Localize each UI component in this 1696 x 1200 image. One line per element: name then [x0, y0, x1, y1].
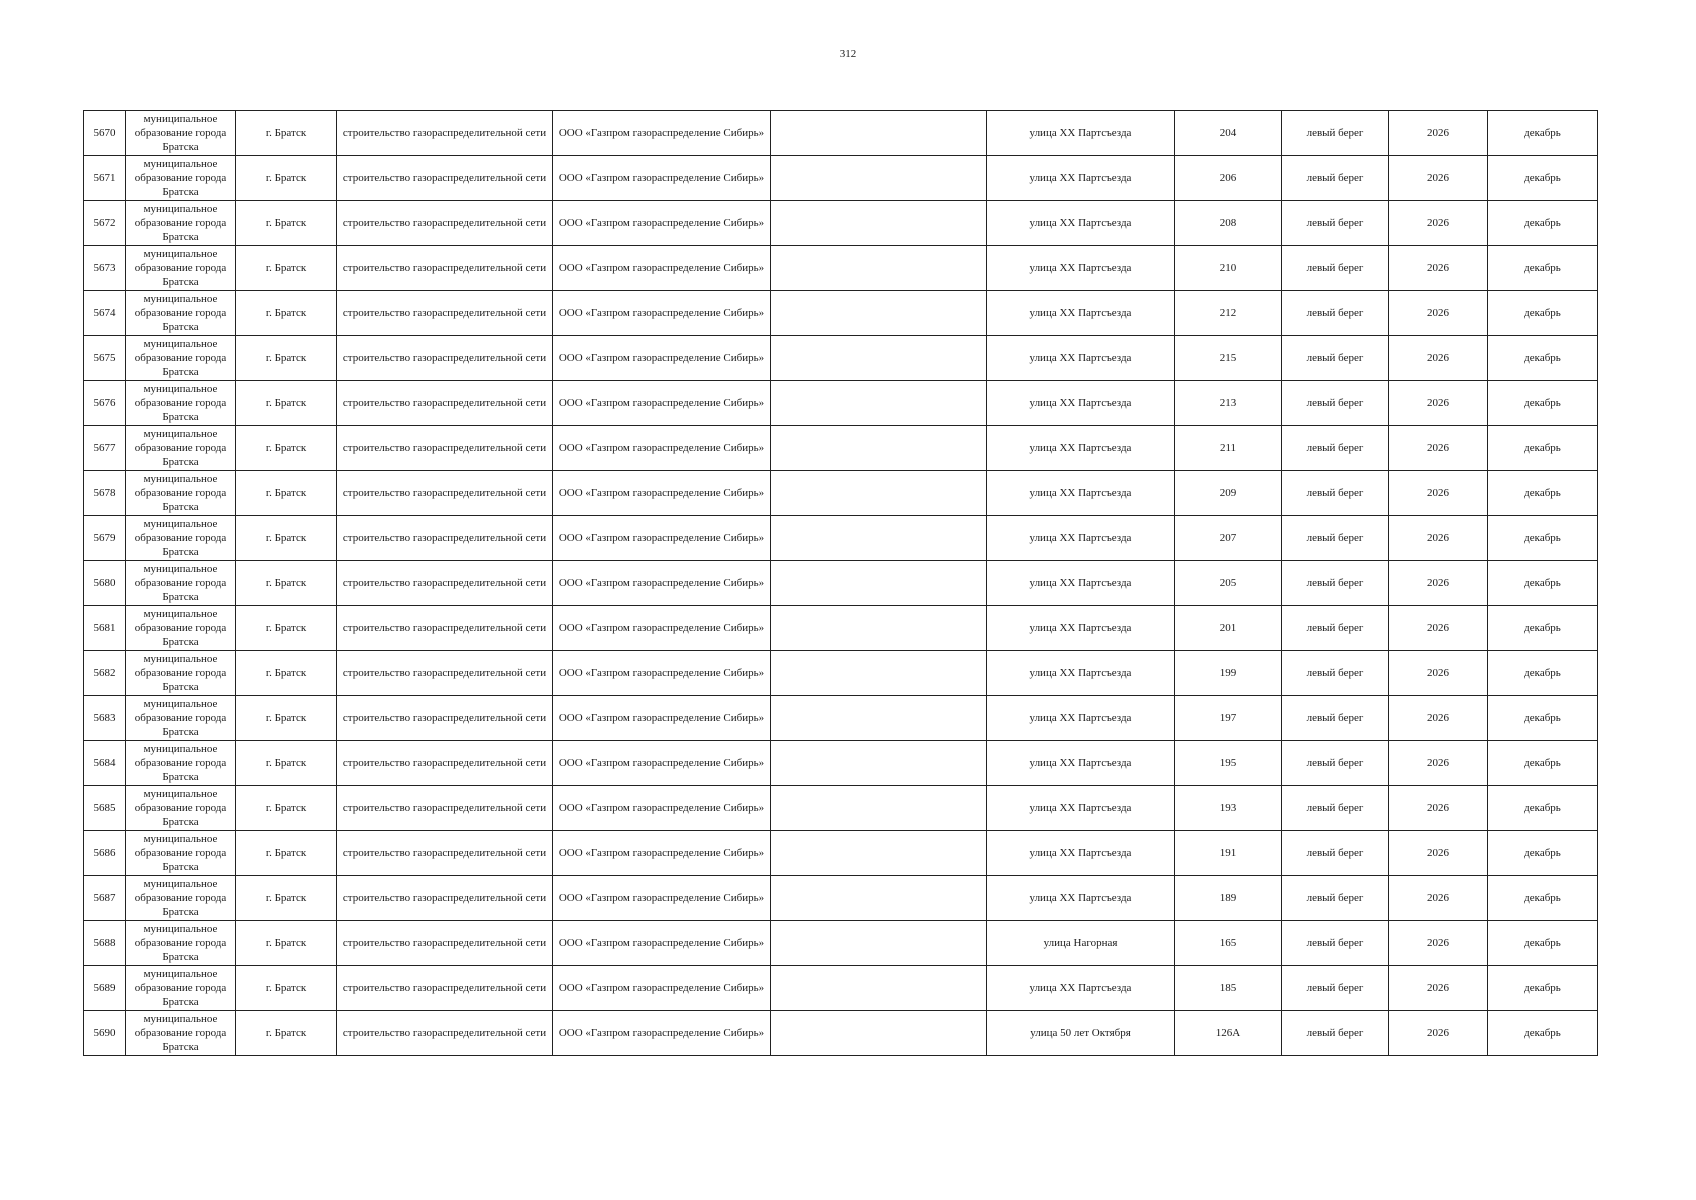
organization-cell: ООО «Газпром газораспределение Сибирь»	[553, 426, 771, 471]
municipality-cell: муниципальное образование города Братска	[126, 426, 236, 471]
year-cell: 2026	[1389, 651, 1488, 696]
street-cell: улица ХХ Партсъезда	[987, 471, 1175, 516]
organization-cell: ООО «Газпром газораспределение Сибирь»	[553, 246, 771, 291]
month-cell: декабрь	[1488, 426, 1598, 471]
house-number-cell: 195	[1175, 741, 1282, 786]
work-type-cell: строительство газораспределительной сети	[337, 291, 553, 336]
empty-cell	[771, 606, 987, 651]
work-type-cell: строительство газораспределительной сети	[337, 516, 553, 561]
empty-cell	[771, 426, 987, 471]
house-number-cell: 205	[1175, 561, 1282, 606]
city-cell: г. Братск	[236, 111, 337, 156]
street-cell: улица ХХ Партсъезда	[987, 516, 1175, 561]
bank-cell: левый берег	[1282, 516, 1389, 561]
city-cell: г. Братск	[236, 426, 337, 471]
organization-cell: ООО «Газпром газораспределение Сибирь»	[553, 786, 771, 831]
year-cell: 2026	[1389, 426, 1488, 471]
year-cell: 2026	[1389, 111, 1488, 156]
row-number-cell: 5682	[84, 651, 126, 696]
municipality-cell: муниципальное образование города Братска	[126, 786, 236, 831]
work-type-cell: строительство газораспределительной сети	[337, 246, 553, 291]
year-cell: 2026	[1389, 561, 1488, 606]
house-number-cell: 207	[1175, 516, 1282, 561]
year-cell: 2026	[1389, 291, 1488, 336]
year-cell: 2026	[1389, 246, 1488, 291]
street-cell: улица 50 лет Октября	[987, 1011, 1175, 1056]
row-number-cell: 5675	[84, 336, 126, 381]
row-number-cell: 5684	[84, 741, 126, 786]
year-cell: 2026	[1389, 786, 1488, 831]
bank-cell: левый берег	[1282, 381, 1389, 426]
work-type-cell: строительство газораспределительной сети	[337, 786, 553, 831]
street-cell: улица ХХ Партсъезда	[987, 111, 1175, 156]
street-cell: улица ХХ Партсъезда	[987, 561, 1175, 606]
empty-cell	[771, 651, 987, 696]
table-row	[84, 336, 1598, 381]
work-type-cell: строительство газораспределительной сети	[337, 741, 553, 786]
row-number-cell: 5674	[84, 291, 126, 336]
month-cell: декабрь	[1488, 516, 1598, 561]
house-number-cell: 165	[1175, 921, 1282, 966]
municipality-cell: муниципальное образование города Братска	[126, 1011, 236, 1056]
house-number-cell: 212	[1175, 291, 1282, 336]
bank-cell: левый берег	[1282, 426, 1389, 471]
bank-cell: левый берег	[1282, 696, 1389, 741]
work-type-cell: строительство газораспределительной сети	[337, 111, 553, 156]
city-cell: г. Братск	[236, 291, 337, 336]
street-cell: улица ХХ Партсъезда	[987, 876, 1175, 921]
table-row	[84, 381, 1598, 426]
work-type-cell: строительство газораспределительной сети	[337, 426, 553, 471]
work-type-cell: строительство газораспределительной сети	[337, 651, 553, 696]
municipality-cell: муниципальное образование города Братска	[126, 561, 236, 606]
month-cell: декабрь	[1488, 156, 1598, 201]
house-number-cell: 185	[1175, 966, 1282, 1011]
city-cell: г. Братск	[236, 561, 337, 606]
table-row	[84, 291, 1598, 336]
house-number-cell: 208	[1175, 201, 1282, 246]
month-cell: декабрь	[1488, 291, 1598, 336]
bank-cell: левый берег	[1282, 921, 1389, 966]
bank-cell: левый берег	[1282, 876, 1389, 921]
row-number-cell: 5688	[84, 921, 126, 966]
work-type-cell: строительство газораспределительной сети	[337, 336, 553, 381]
organization-cell: ООО «Газпром газораспределение Сибирь»	[553, 606, 771, 651]
work-type-cell: строительство газораспределительной сети	[337, 606, 553, 651]
house-number-cell: 209	[1175, 471, 1282, 516]
house-number-cell: 126А	[1175, 1011, 1282, 1056]
city-cell: г. Братск	[236, 516, 337, 561]
month-cell: декабрь	[1488, 831, 1598, 876]
year-cell: 2026	[1389, 921, 1488, 966]
month-cell: декабрь	[1488, 606, 1598, 651]
city-cell: г. Братск	[236, 471, 337, 516]
month-cell: декабрь	[1488, 1011, 1598, 1056]
empty-cell	[771, 966, 987, 1011]
table-row	[84, 651, 1598, 696]
street-cell: улица ХХ Партсъезда	[987, 606, 1175, 651]
house-number-cell: 199	[1175, 651, 1282, 696]
street-cell: улица ХХ Партсъезда	[987, 291, 1175, 336]
empty-cell	[771, 696, 987, 741]
year-cell: 2026	[1389, 966, 1488, 1011]
table-row	[84, 831, 1598, 876]
table-row	[84, 921, 1598, 966]
organization-cell: ООО «Газпром газораспределение Сибирь»	[553, 966, 771, 1011]
city-cell: г. Братск	[236, 786, 337, 831]
city-cell: г. Братск	[236, 651, 337, 696]
row-number-cell: 5689	[84, 966, 126, 1011]
bank-cell: левый берег	[1282, 471, 1389, 516]
municipality-cell: муниципальное образование города Братска	[126, 696, 236, 741]
month-cell: декабрь	[1488, 786, 1598, 831]
city-cell: г. Братск	[236, 831, 337, 876]
street-cell: улица ХХ Партсъезда	[987, 786, 1175, 831]
municipality-cell: муниципальное образование города Братска	[126, 111, 236, 156]
table-row	[84, 1011, 1598, 1056]
table-row	[84, 606, 1598, 651]
empty-cell	[771, 831, 987, 876]
month-cell: декабрь	[1488, 561, 1598, 606]
year-cell: 2026	[1389, 336, 1488, 381]
house-number-cell: 204	[1175, 111, 1282, 156]
empty-cell	[771, 561, 987, 606]
work-type-cell: строительство газораспределительной сети	[337, 696, 553, 741]
house-number-cell: 213	[1175, 381, 1282, 426]
house-number-cell: 211	[1175, 426, 1282, 471]
street-cell: улица ХХ Партсъезда	[987, 381, 1175, 426]
city-cell: г. Братск	[236, 876, 337, 921]
municipality-cell: муниципальное образование города Братска	[126, 246, 236, 291]
bank-cell: левый берег	[1282, 786, 1389, 831]
organization-cell: ООО «Газпром газораспределение Сибирь»	[553, 831, 771, 876]
organization-cell: ООО «Газпром газораспределение Сибирь»	[553, 381, 771, 426]
register-table-body	[84, 111, 1598, 1056]
table-row	[84, 156, 1598, 201]
street-cell: улица ХХ Партсъезда	[987, 651, 1175, 696]
year-cell: 2026	[1389, 831, 1488, 876]
city-cell: г. Братск	[236, 156, 337, 201]
year-cell: 2026	[1389, 201, 1488, 246]
row-number-cell: 5676	[84, 381, 126, 426]
organization-cell: ООО «Газпром газораспределение Сибирь»	[553, 471, 771, 516]
table-row	[84, 426, 1598, 471]
month-cell: декабрь	[1488, 381, 1598, 426]
work-type-cell: строительство газораспределительной сети	[337, 201, 553, 246]
month-cell: декабрь	[1488, 966, 1598, 1011]
house-number-cell: 189	[1175, 876, 1282, 921]
empty-cell	[771, 741, 987, 786]
month-cell: декабрь	[1488, 876, 1598, 921]
organization-cell: ООО «Газпром газораспределение Сибирь»	[553, 651, 771, 696]
municipality-cell: муниципальное образование города Братска	[126, 471, 236, 516]
city-cell: г. Братск	[236, 246, 337, 291]
organization-cell: ООО «Газпром газораспределение Сибирь»	[553, 696, 771, 741]
bank-cell: левый берег	[1282, 561, 1389, 606]
row-number-cell: 5679	[84, 516, 126, 561]
row-number-cell: 5678	[84, 471, 126, 516]
table-row	[84, 471, 1598, 516]
city-cell: г. Братск	[236, 696, 337, 741]
row-number-cell: 5687	[84, 876, 126, 921]
table-row	[84, 786, 1598, 831]
empty-cell	[771, 336, 987, 381]
work-type-cell: строительство газораспределительной сети	[337, 381, 553, 426]
row-number-cell: 5672	[84, 201, 126, 246]
row-number-cell: 5671	[84, 156, 126, 201]
city-cell: г. Братск	[236, 741, 337, 786]
empty-cell	[771, 516, 987, 561]
register-table	[83, 110, 1598, 1056]
street-cell: улица ХХ Партсъезда	[987, 336, 1175, 381]
empty-cell	[771, 111, 987, 156]
organization-cell: ООО «Газпром газораспределение Сибирь»	[553, 1011, 771, 1056]
bank-cell: левый берег	[1282, 156, 1389, 201]
work-type-cell: строительство газораспределительной сети	[337, 1011, 553, 1056]
empty-cell	[771, 201, 987, 246]
organization-cell: ООО «Газпром газораспределение Сибирь»	[553, 201, 771, 246]
year-cell: 2026	[1389, 741, 1488, 786]
municipality-cell: муниципальное образование города Братска	[126, 876, 236, 921]
empty-cell	[771, 921, 987, 966]
bank-cell: левый берег	[1282, 606, 1389, 651]
city-cell: г. Братск	[236, 966, 337, 1011]
organization-cell: ООО «Газпром газораспределение Сибирь»	[553, 741, 771, 786]
street-cell: улица ХХ Партсъезда	[987, 966, 1175, 1011]
city-cell: г. Братск	[236, 606, 337, 651]
bank-cell: левый берег	[1282, 336, 1389, 381]
empty-cell	[771, 471, 987, 516]
row-number-cell: 5670	[84, 111, 126, 156]
municipality-cell: муниципальное образование города Братска	[126, 291, 236, 336]
table-row	[84, 516, 1598, 561]
city-cell: г. Братск	[236, 921, 337, 966]
month-cell: декабрь	[1488, 651, 1598, 696]
street-cell: улица ХХ Партсъезда	[987, 246, 1175, 291]
row-number-cell: 5680	[84, 561, 126, 606]
row-number-cell: 5681	[84, 606, 126, 651]
city-cell: г. Братск	[236, 201, 337, 246]
table-row	[84, 561, 1598, 606]
city-cell: г. Братск	[236, 381, 337, 426]
year-cell: 2026	[1389, 471, 1488, 516]
municipality-cell: муниципальное образование города Братска	[126, 336, 236, 381]
city-cell: г. Братск	[236, 336, 337, 381]
street-cell: улица ХХ Партсъезда	[987, 741, 1175, 786]
organization-cell: ООО «Газпром газораспределение Сибирь»	[553, 291, 771, 336]
work-type-cell: строительство газораспределительной сети	[337, 561, 553, 606]
street-cell: улица ХХ Партсъезда	[987, 696, 1175, 741]
municipality-cell: муниципальное образование города Братска	[126, 156, 236, 201]
empty-cell	[771, 381, 987, 426]
organization-cell: ООО «Газпром газораспределение Сибирь»	[553, 516, 771, 561]
bank-cell: левый берег	[1282, 291, 1389, 336]
table-row	[84, 876, 1598, 921]
work-type-cell: строительство газораспределительной сети	[337, 156, 553, 201]
table-row	[84, 741, 1598, 786]
house-number-cell: 193	[1175, 786, 1282, 831]
month-cell: декабрь	[1488, 111, 1598, 156]
month-cell: декабрь	[1488, 246, 1598, 291]
organization-cell: ООО «Газпром газораспределение Сибирь»	[553, 876, 771, 921]
house-number-cell: 197	[1175, 696, 1282, 741]
house-number-cell: 215	[1175, 336, 1282, 381]
work-type-cell: строительство газораспределительной сети	[337, 876, 553, 921]
city-cell: г. Братск	[236, 1011, 337, 1056]
house-number-cell: 210	[1175, 246, 1282, 291]
bank-cell: левый берег	[1282, 1011, 1389, 1056]
municipality-cell: муниципальное образование города Братска	[126, 966, 236, 1011]
organization-cell: ООО «Газпром газораспределение Сибирь»	[553, 561, 771, 606]
organization-cell: ООО «Газпром газораспределение Сибирь»	[553, 336, 771, 381]
street-cell: улица Нагорная	[987, 921, 1175, 966]
table-row	[84, 201, 1598, 246]
house-number-cell: 191	[1175, 831, 1282, 876]
bank-cell: левый берег	[1282, 966, 1389, 1011]
year-cell: 2026	[1389, 156, 1488, 201]
municipality-cell: муниципальное образование города Братска	[126, 741, 236, 786]
bank-cell: левый берег	[1282, 651, 1389, 696]
street-cell: улица ХХ Партсъезда	[987, 156, 1175, 201]
work-type-cell: строительство газораспределительной сети	[337, 831, 553, 876]
month-cell: декабрь	[1488, 471, 1598, 516]
year-cell: 2026	[1389, 606, 1488, 651]
empty-cell	[771, 291, 987, 336]
row-number-cell: 5683	[84, 696, 126, 741]
month-cell: декабрь	[1488, 336, 1598, 381]
organization-cell: ООО «Газпром газораспределение Сибирь»	[553, 156, 771, 201]
empty-cell	[771, 1011, 987, 1056]
month-cell: декабрь	[1488, 921, 1598, 966]
row-number-cell: 5685	[84, 786, 126, 831]
empty-cell	[771, 876, 987, 921]
bank-cell: левый берег	[1282, 201, 1389, 246]
work-type-cell: строительство газораспределительной сети	[337, 966, 553, 1011]
table-row	[84, 966, 1598, 1011]
municipality-cell: муниципальное образование города Братска	[126, 201, 236, 246]
table-row	[84, 246, 1598, 291]
municipality-cell: муниципальное образование города Братска	[126, 651, 236, 696]
municipality-cell: муниципальное образование города Братска	[126, 921, 236, 966]
municipality-cell: муниципальное образование города Братска	[126, 381, 236, 426]
municipality-cell: муниципальное образование города Братска	[126, 516, 236, 561]
bank-cell: левый берег	[1282, 246, 1389, 291]
month-cell: декабрь	[1488, 696, 1598, 741]
year-cell: 2026	[1389, 876, 1488, 921]
street-cell: улица ХХ Партсъезда	[987, 426, 1175, 471]
bank-cell: левый берег	[1282, 111, 1389, 156]
empty-cell	[771, 246, 987, 291]
year-cell: 2026	[1389, 516, 1488, 561]
street-cell: улица ХХ Партсъезда	[987, 831, 1175, 876]
row-number-cell: 5677	[84, 426, 126, 471]
row-number-cell: 5690	[84, 1011, 126, 1056]
table-row	[84, 111, 1598, 156]
row-number-cell: 5673	[84, 246, 126, 291]
empty-cell	[771, 156, 987, 201]
municipality-cell: муниципальное образование города Братска	[126, 606, 236, 651]
work-type-cell: строительство газораспределительной сети	[337, 471, 553, 516]
house-number-cell: 201	[1175, 606, 1282, 651]
row-number-cell: 5686	[84, 831, 126, 876]
organization-cell: ООО «Газпром газораспределение Сибирь»	[553, 921, 771, 966]
bank-cell: левый берег	[1282, 831, 1389, 876]
empty-cell	[771, 786, 987, 831]
work-type-cell: строительство газораспределительной сети	[337, 921, 553, 966]
house-number-cell: 206	[1175, 156, 1282, 201]
month-cell: декабрь	[1488, 201, 1598, 246]
bank-cell: левый берег	[1282, 741, 1389, 786]
municipality-cell: муниципальное образование города Братска	[126, 831, 236, 876]
page-number: 312	[839, 48, 857, 60]
year-cell: 2026	[1389, 1011, 1488, 1056]
organization-cell: ООО «Газпром газораспределение Сибирь»	[553, 111, 771, 156]
table-row	[84, 696, 1598, 741]
month-cell: декабрь	[1488, 741, 1598, 786]
year-cell: 2026	[1389, 381, 1488, 426]
street-cell: улица ХХ Партсъезда	[987, 201, 1175, 246]
year-cell: 2026	[1389, 696, 1488, 741]
